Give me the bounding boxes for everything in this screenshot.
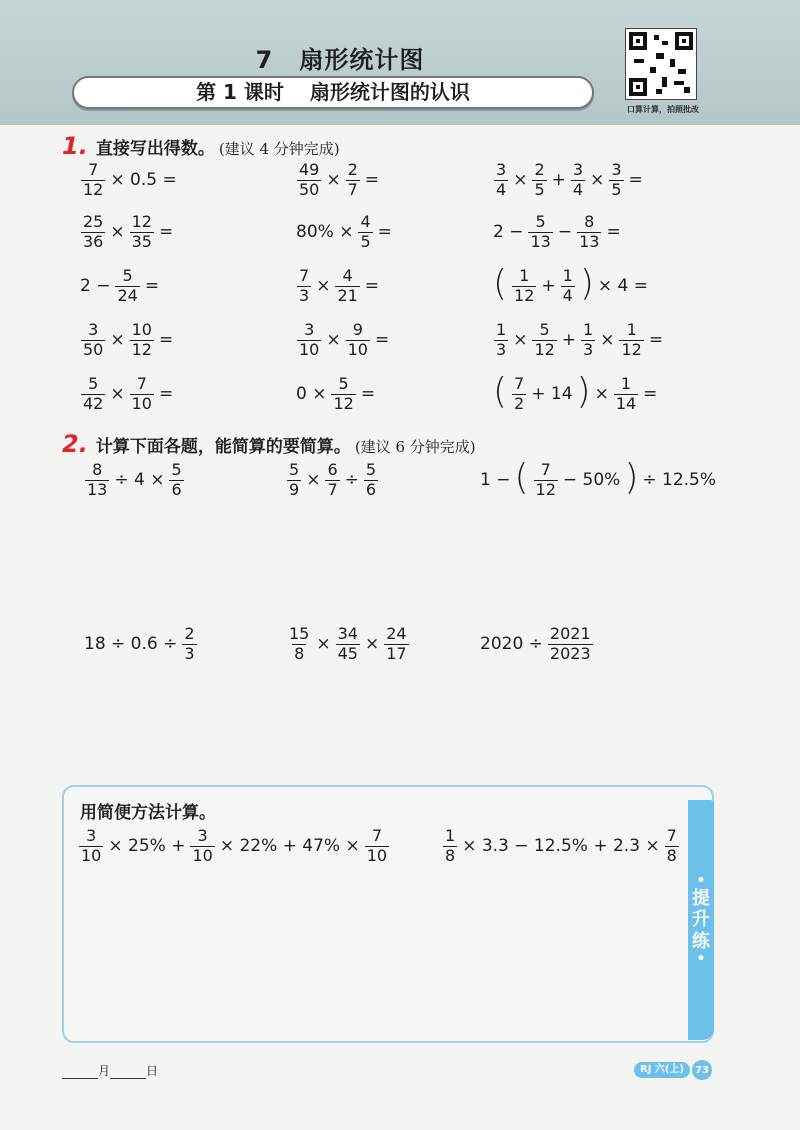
parenthesis: )	[624, 457, 639, 499]
fraction	[494, 322, 508, 359]
operator-text: ÷	[344, 470, 359, 491]
numerator: 1	[620, 374, 632, 393]
denominator: 3	[184, 643, 195, 663]
practice-problem	[78, 828, 390, 865]
denominator: 10	[131, 393, 152, 413]
calc-problem	[84, 462, 185, 499]
denominator: 36	[83, 231, 104, 251]
numerator: 1	[562, 266, 573, 285]
denominator: 8	[445, 845, 456, 865]
denominator: 7	[327, 479, 338, 499]
fraction	[335, 268, 359, 305]
fraction	[534, 462, 558, 499]
numerator: 1	[519, 266, 530, 285]
numerator: 34	[337, 624, 358, 643]
section2-heading	[62, 430, 476, 458]
operator-text: ×	[316, 634, 331, 655]
math-problem	[296, 376, 375, 413]
fraction	[297, 268, 311, 305]
denominator: 12	[621, 339, 642, 359]
operator-text: 1 −	[480, 470, 511, 491]
numerator: 5	[539, 320, 550, 339]
operator-text: ×	[590, 170, 605, 191]
chapter-number: 7	[255, 46, 274, 74]
fraction	[81, 162, 105, 199]
fraction	[325, 462, 339, 499]
fraction	[115, 268, 139, 305]
operator-text: ×	[594, 384, 609, 405]
numerator: 15	[289, 624, 310, 643]
denominator: 17	[386, 643, 407, 663]
operator-text: 2020 ÷	[480, 634, 543, 655]
operator-text: ÷ 12.5%	[642, 470, 717, 491]
math-problem	[296, 322, 389, 359]
denominator: 6	[365, 479, 377, 499]
numerator: 5	[365, 460, 377, 479]
fraction	[287, 462, 301, 499]
denominator: 7	[347, 179, 358, 199]
operator-text: =	[374, 330, 390, 351]
fraction	[346, 322, 370, 359]
section1-heading	[62, 132, 340, 160]
denominator: 10	[299, 339, 320, 359]
math-problem	[493, 322, 663, 359]
operator-text: =	[158, 222, 174, 243]
math-problem	[80, 322, 173, 359]
fraction	[365, 828, 389, 865]
operator-text: ×	[326, 170, 341, 191]
operator-text: − 50%	[562, 470, 621, 491]
fraction	[190, 828, 214, 865]
fraction	[614, 376, 638, 413]
math-problem	[493, 371, 658, 413]
math-problem	[296, 214, 392, 251]
numerator: 3	[611, 160, 622, 179]
section1-number: 1.	[62, 132, 88, 160]
fraction	[577, 214, 601, 251]
fraction	[665, 828, 679, 865]
page-badge	[634, 1060, 712, 1080]
numerator: 3	[496, 160, 507, 179]
fraction	[287, 626, 311, 663]
fraction	[79, 828, 103, 865]
fraction	[358, 214, 372, 251]
fraction	[331, 376, 355, 413]
page-number: 73	[692, 1060, 712, 1080]
parenthesis: (	[514, 457, 529, 499]
qr-code-icon[interactable]	[625, 28, 697, 100]
fraction	[532, 322, 556, 359]
lesson-title-bar	[72, 76, 594, 109]
operator-text: 18 ÷ 0.6 ÷	[84, 634, 178, 655]
parenthesis: )	[576, 371, 591, 413]
numerator: 3	[86, 826, 97, 845]
denominator: 8	[294, 643, 305, 663]
calc-problem	[286, 462, 379, 499]
operator-text: +	[561, 330, 577, 351]
denominator: 12	[333, 393, 354, 413]
fraction	[182, 626, 196, 663]
grade-tag: RJ 六(上)	[634, 1062, 690, 1078]
fraction	[130, 322, 154, 359]
denominator: 4	[572, 179, 584, 199]
math-problem	[296, 268, 379, 305]
date-field[interactable]	[62, 1062, 158, 1079]
operator-text: ×	[316, 276, 331, 297]
operator-text: × 22% + 47% ×	[219, 836, 360, 857]
operator-text: =	[606, 222, 621, 243]
denominator: 9	[289, 479, 300, 499]
numerator: 3	[197, 826, 208, 845]
practice-title: 用简便方法计算。	[80, 803, 216, 823]
fraction	[619, 322, 643, 359]
numerator: 1	[445, 826, 456, 845]
fraction	[169, 462, 183, 499]
numerator: 8	[584, 212, 595, 231]
fraction	[81, 214, 105, 251]
parenthesis: (	[493, 371, 508, 413]
denominator: 50	[299, 179, 320, 199]
denominator: 5	[534, 179, 545, 199]
denominator: 6	[171, 479, 182, 499]
numerator: 8	[92, 460, 103, 479]
calc-problem	[286, 626, 410, 663]
calc-problem	[480, 457, 717, 499]
numerator: 2	[347, 160, 358, 179]
qr-caption: 口算计算，拍照批改	[627, 105, 699, 114]
operator-text: =	[643, 384, 658, 405]
numerator: 3	[304, 320, 315, 339]
math-problem	[80, 162, 177, 199]
month-label: 月	[98, 1064, 111, 1078]
operator-text: × 0.5 =	[110, 170, 177, 191]
operator-text: ×	[326, 330, 341, 351]
numerator: 3	[572, 160, 584, 179]
numerator: 7	[666, 826, 677, 845]
denominator: 42	[83, 393, 104, 413]
operator-text: =	[144, 276, 160, 297]
numerator: 5	[122, 266, 133, 285]
fraction	[81, 376, 105, 413]
section1-title: 直接写出得数。	[95, 139, 215, 159]
calc-problem	[84, 626, 198, 663]
operator-text: =	[377, 222, 392, 243]
section2-note: (建议 6 分钟完成)	[354, 438, 476, 456]
fraction	[297, 162, 321, 199]
denominator: 10	[347, 339, 368, 359]
denominator: 45	[337, 643, 358, 663]
practice-box	[62, 785, 714, 1043]
operator-text: =	[360, 384, 376, 405]
numerator: 10	[131, 320, 152, 339]
fraction	[443, 828, 457, 865]
operator-text: ×	[110, 222, 125, 243]
operator-text: × 4 =	[597, 276, 649, 297]
numerator: 3	[88, 320, 99, 339]
operator-text: 2 −	[493, 222, 524, 243]
math-problem	[80, 268, 159, 305]
numerator: 2021	[549, 624, 591, 643]
operator-text: =	[628, 170, 643, 191]
denominator: 10	[192, 845, 213, 865]
operator-text: =	[364, 276, 380, 297]
math-problem	[80, 214, 173, 251]
numerator: 49	[299, 160, 320, 179]
numerator: 6	[327, 460, 338, 479]
denominator: 12	[83, 179, 104, 199]
numerator: 5	[171, 460, 182, 479]
operator-text: 2 −	[80, 276, 111, 297]
day-label: 日	[146, 1064, 159, 1078]
fraction	[346, 162, 360, 199]
operator-text: +	[551, 170, 566, 191]
side-tab-label: 提 升 练	[692, 887, 710, 952]
operator-text: ×	[513, 330, 528, 351]
practice-side-tab: • 提 升 练 •	[688, 800, 714, 1040]
numerator: 5	[535, 212, 546, 231]
math-problem	[296, 162, 379, 199]
operator-text: 0 ×	[296, 384, 327, 405]
numerator: 5	[289, 460, 300, 479]
denominator: 13	[579, 231, 600, 251]
numerator: 4	[360, 212, 371, 231]
fraction	[528, 214, 552, 251]
numerator: 7	[371, 826, 382, 845]
chapter-title	[0, 40, 680, 75]
math-problem	[80, 376, 173, 413]
numerator: 7	[540, 460, 551, 479]
practice-problem	[442, 828, 680, 865]
operator-text: ×	[306, 470, 321, 491]
numerator: 7	[299, 266, 310, 285]
numerator: 25	[83, 212, 104, 231]
denominator: 3	[583, 339, 594, 359]
denominator: 3	[496, 339, 507, 359]
denominator: 14	[615, 393, 637, 413]
math-problem	[493, 162, 643, 199]
fraction	[532, 162, 546, 199]
fraction	[130, 214, 154, 251]
numerator: 9	[352, 320, 363, 339]
denominator: 10	[366, 845, 388, 865]
operator-text: ×	[364, 634, 380, 655]
numerator: 7	[514, 374, 525, 393]
section2-number: 2.	[62, 430, 88, 458]
numerator: 7	[88, 160, 99, 179]
fraction	[384, 626, 408, 663]
chapter-title-text: 扇形统计图	[299, 46, 425, 74]
fraction	[81, 322, 105, 359]
operator-text: ÷ 4 ×	[114, 470, 165, 491]
operator-text: ×	[110, 384, 125, 405]
fraction	[364, 462, 378, 499]
fraction	[336, 626, 360, 663]
denominator: 21	[337, 285, 358, 305]
denominator: 8	[666, 845, 677, 865]
fraction	[571, 162, 585, 199]
fraction	[512, 376, 526, 413]
operator-text: =	[158, 330, 174, 351]
math-problem	[493, 263, 649, 305]
lesson-number: 第 1 课时	[196, 80, 284, 104]
numerator: 4	[342, 266, 353, 285]
operator-text: =	[648, 330, 664, 351]
operator-text: ×	[110, 330, 125, 351]
numerator: 2	[184, 624, 195, 643]
numerator: 1	[626, 320, 637, 339]
operator-text: + 14	[531, 384, 573, 405]
fraction	[85, 462, 109, 499]
numerator: 2	[534, 160, 545, 179]
fraction	[561, 268, 575, 305]
denominator: 2	[514, 393, 525, 413]
parenthesis: )	[579, 263, 594, 305]
fraction	[512, 268, 536, 305]
denominator: 35	[131, 231, 152, 251]
fraction	[581, 322, 595, 359]
operator-text: +	[541, 276, 556, 297]
numerator: 7	[136, 374, 147, 393]
lesson-title: 扇形统计图的认识	[309, 80, 470, 104]
denominator: 3	[299, 285, 310, 305]
denominator: 12	[535, 479, 556, 499]
denominator: 12	[514, 285, 535, 305]
denominator: 10	[81, 845, 102, 865]
numerator: 5	[88, 374, 99, 393]
fraction	[548, 626, 593, 663]
denominator: 2023	[549, 643, 591, 663]
operator-text: × 3.3 − 12.5% + 2.3 ×	[462, 836, 660, 857]
numerator: 5	[338, 374, 349, 393]
denominator: 24	[117, 285, 138, 305]
section2-title: 计算下面各题，能简算的要简算。	[95, 437, 351, 457]
denominator: 13	[530, 231, 551, 251]
numerator: 12	[131, 212, 152, 231]
denominator: 5	[360, 231, 371, 251]
denominator: 12	[131, 339, 152, 359]
operator-text: =	[158, 384, 174, 405]
operator-text: ×	[513, 170, 528, 191]
operator-text: −	[557, 222, 573, 243]
fraction	[494, 162, 508, 199]
denominator: 12	[534, 339, 555, 359]
operator-text: × 25% +	[108, 836, 186, 857]
fraction	[130, 376, 154, 413]
fraction	[297, 322, 321, 359]
operator-text: ×	[600, 330, 615, 351]
parenthesis: (	[493, 263, 508, 305]
fraction	[609, 162, 623, 199]
operator-text: =	[364, 170, 380, 191]
denominator: 4	[562, 285, 573, 305]
denominator: 50	[83, 339, 104, 359]
denominator: 13	[87, 479, 108, 499]
denominator: 5	[611, 179, 622, 199]
operator-text: 80% ×	[296, 222, 354, 243]
math-problem	[493, 214, 621, 251]
denominator: 4	[496, 179, 507, 199]
numerator: 24	[386, 624, 407, 643]
numerator: 1	[496, 320, 507, 339]
calc-problem	[480, 626, 594, 663]
numerator: 1	[583, 320, 594, 339]
section1-note: (建议 4 分钟完成)	[218, 140, 340, 158]
